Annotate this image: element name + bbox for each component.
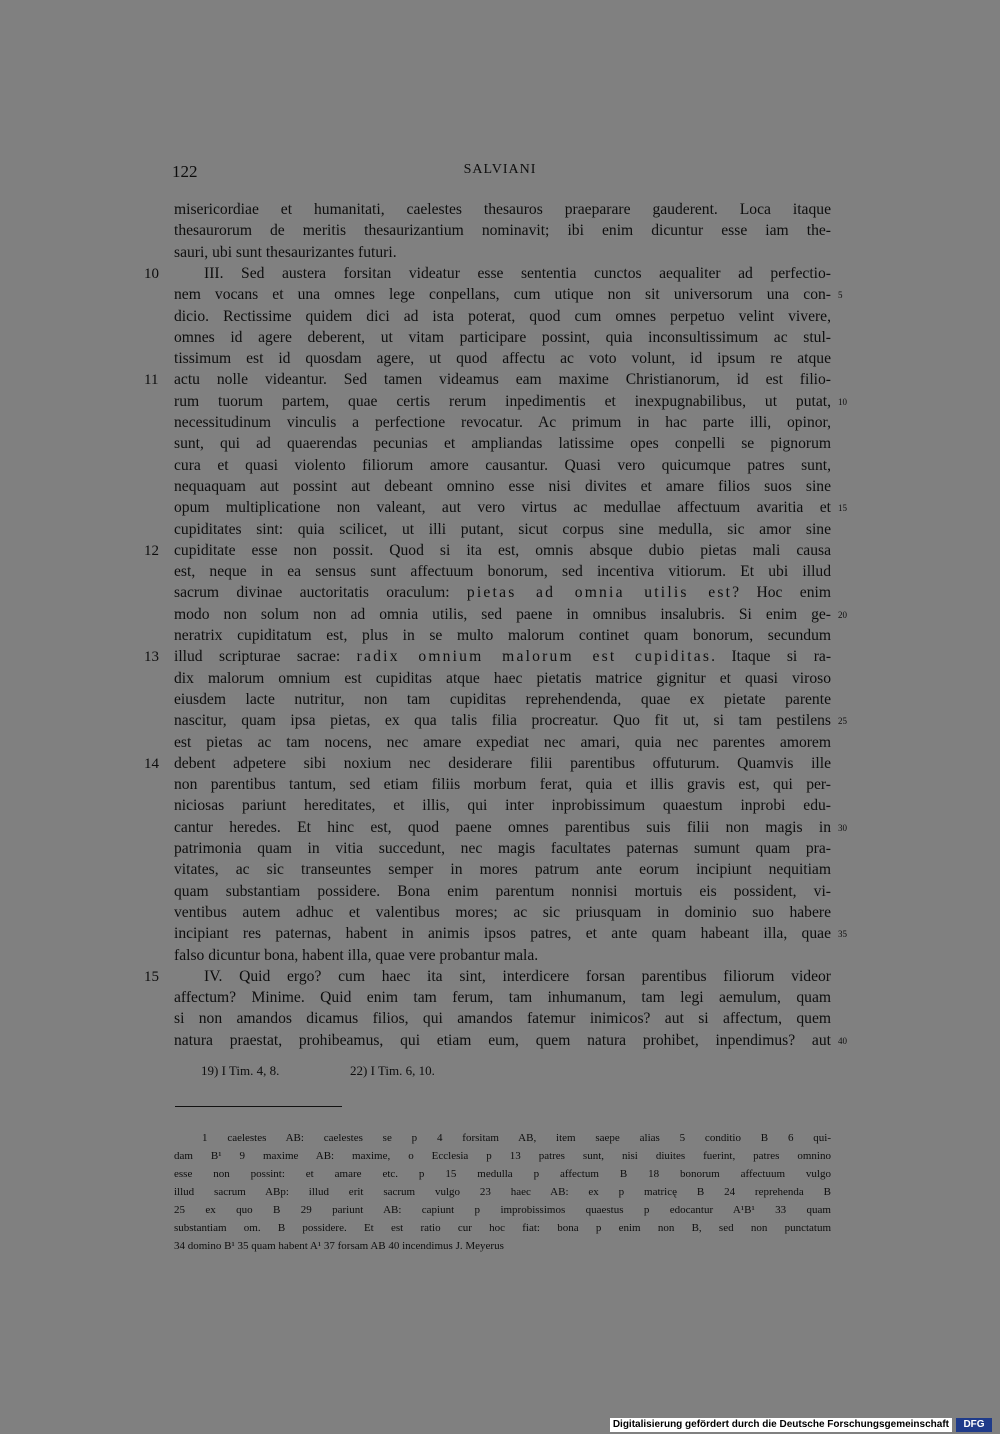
text-line: non parentibus tantum, sed etiam filiis morbum ferat, quia et illis gravis est, qui per-: [174, 776, 831, 794]
text-line: si non amandos dicamus filios, qui amandos fatemur inimicos? aut si affectum, quem: [174, 1010, 831, 1028]
spaced-quotation: pietas ad omnia utilis est: [466, 584, 733, 602]
text-line: sunt, qui ad quaerendas pecunias et ampliandas latissime opes conpelli se pignorum: [174, 435, 831, 453]
text-line: cantur heredes. Et hinc est, quod paene omnes parentibus suis filii non magis in: [174, 818, 831, 836]
footnote-rule: [175, 1106, 342, 1107]
text-line: cura et quasi violento filiorum amore causantur. Quasi vero quicumque patres sunt,: [174, 456, 831, 474]
line-number: 20: [838, 609, 847, 620]
text-line: actu nolle videantur. Sed tamen videamus eam maxime Christianorum, id est filio-: [174, 371, 831, 389]
text-line: nascitur, quam ipsa pietas, ex qua talis filia procreatur. Quo fit ut, si tam pestilens: [174, 712, 831, 730]
text-line: est, neque in ea sensus sunt affectuum bonorum, sed incentiva vitiorum. Et ubi illud: [174, 563, 831, 581]
apparatus-line: 1 caelestes AB: caelestes se p 4 forsitam AB, item saepe alias 5 conditio B 6 qui-: [202, 1132, 831, 1144]
text-line: necessitudinum vinculis a perfectione revocatur. Ac primum in hac parte illi, opinor,: [174, 414, 831, 431]
section-number: 10: [144, 265, 159, 282]
section-number: 12: [144, 542, 159, 559]
text-line: rum tuorum partem, quae certis rerum inpedimentis et inexpugnabilibus, ut putat,: [174, 392, 831, 410]
line-number: 40: [838, 1035, 847, 1046]
text-line: patrimonia quam in vitia succedunt, nec magis facultates paternas sumunt quam pra-: [174, 840, 831, 857]
text-line: illud scripturae sacrae: radix omnium malorum est cupiditas. Itaque si ra-: [174, 648, 831, 666]
line-number: 25: [838, 716, 847, 727]
text-line: cupiditate esse non possit. Quod si ita est, omnis absque dubio pietas mali causa: [174, 541, 831, 559]
text-line: sauri, ubi sunt thesaurizantes futuri.: [174, 243, 397, 261]
apparatus-line: 34 domino B¹ 35 quam habent A¹ 37 forsam AB 40 incendimus J. Meyerus: [174, 1240, 504, 1252]
text-line: III. Sed austera forsitan videatur esse sententia cunctos aequaliter ad perfectio-: [204, 264, 831, 282]
line-number: 15: [838, 503, 847, 514]
text-line: modo non solum non ad omnia utilis, sed paene in omnibus insalubris. Si enim ge-: [174, 605, 831, 623]
text-line: cupiditates sint: quia scilicet, ut illi putant, sicut corpus sine medulla, sic amor sine: [174, 520, 831, 538]
apparatus-line: substantiam om. B possidere. Et est ratio cur hoc fiat: bona p enim non B, sed non punctatum: [174, 1222, 831, 1234]
text-line: incipiant res paternas, habent in animis ipsos patres, et ante quam habeant illa, quae: [174, 925, 831, 943]
text-line: debent adpetere sibi noxium nec desiderare filii parentibus offuturum. Quamvis ille: [174, 754, 831, 772]
section-number: 15: [144, 968, 159, 985]
text-line: opum multiplicatione non valeant, aut vero virtus ac medullae affectuum avaritia et: [174, 499, 831, 517]
running-title: SALVIANI: [463, 162, 537, 177]
text-line: misericordiae et humanitati, caelestes thesauros praeparare gauderent. Loca itaque: [174, 201, 831, 218]
text-line: IV. Quid ergo? cum haec ita sint, interdicere forsan parentibus filiorum videor: [204, 967, 831, 985]
text-line: nequaquam aut possint aut debeant omnino esse nisi divites et amare filios suos sine: [174, 477, 831, 495]
text-line: omnes id agere deberent, ut vitam participare possint, quia inconsultissimum ac stul-: [174, 328, 831, 346]
line-number: 30: [838, 822, 847, 833]
text-line: dicio. Rectissime quidem dici ad ista poterat, quod cum omnes perpetuo velint vivere,: [174, 307, 831, 325]
citation-1: 19) I Tim. 4, 8.: [201, 1063, 280, 1078]
text-line: quam substantiam possidere. Bona enim parentum nonnisi mortuis eis possident, vi-: [174, 882, 831, 900]
section-number: 14: [144, 755, 159, 772]
dfg-logo: DFG: [956, 1418, 992, 1432]
text-line: natura praestat, prohibeamus, qui etiam eum, quem natura prohibet, inpendimus? aut: [174, 1031, 831, 1049]
line-number: 5: [838, 290, 843, 301]
text-line: dix malorum omnium est cupiditas atque haec pietatis matrice gignitur et quasi viroso: [174, 669, 831, 687]
text-line: tissimum est id quosdam agere, ut quod affectu ac voto volunt, id ipsum re atque: [174, 350, 831, 368]
text-line: ventibus autem adhuc et valentibus mores; ac sic priusquam in dominio suo habere: [174, 903, 831, 921]
text-line: sacrum divinae auctoritatis oraculum: pietas ad omnia utilis est? Hoc enim: [174, 584, 831, 602]
section-number: 11: [144, 372, 159, 389]
text-line: est pietas ac tam nocens, nec amare expediat nec amari, quia nec parentes amorem: [174, 733, 831, 751]
apparatus-line: 25 ex quo B 29 pariunt AB: capiunt p improbissimos quaestus p edocantur A¹B¹ 33 quam: [174, 1204, 831, 1216]
apparatus-line: esse non possint: et amare etc. p 15 medulla p affectum B 18 bonorum affectuum vulgo: [174, 1168, 831, 1180]
text-line: eiusdem lacte nutritur, non tam cupiditas reprehendenda, quae ex pietate parente: [174, 690, 831, 708]
text-line: niciosas pariunt hereditates, et illis, qui inter inprobissimum quaestum inprobi edu-: [174, 797, 831, 815]
text-line: vitates, ac sic transeuntes semper in mores patrum ante eorum incipiunt nequitiam: [174, 861, 831, 879]
funding-notice: Digitalisierung gefördert durch die Deutsche Forschungsgemeinschaft: [610, 1418, 952, 1432]
apparatus-line: dam B¹ 9 maxime AB: maxime, o Ecclesia p 13 patres sunt, nisi diuites fuerint, patres omnino: [174, 1150, 831, 1162]
line-number: 10: [838, 396, 847, 407]
section-number: 13: [144, 649, 159, 666]
page-number: 122: [172, 162, 198, 181]
citation-2: 22) I Tim. 6, 10.: [350, 1063, 435, 1078]
spaced-quotation: radix omnium malorum est cupiditas: [356, 648, 712, 666]
text-line: thesaurorum de meritis thesaurizantium nominavit; ibi enim dicuntur esse iam the-: [174, 222, 831, 240]
text-line: neratrix cupiditatum est, plus in se multo malorum continet quam bonorum, secundum: [174, 627, 831, 644]
text-line: falso dicuntur bona, habent illa, quae vere probantur mala.: [174, 946, 539, 964]
text-line: affectum? Minime. Quid enim tam ferum, tam inhumanum, tam legi aemulum, quam: [174, 989, 831, 1007]
apparatus-line: illud sacrum ABp: illud erit sacrum vulgo 23 haec AB: ex p matricę B 24 reprehenda B: [174, 1186, 831, 1198]
line-number: 35: [838, 929, 847, 940]
text-line: nem vocans et una omnes lege conpellans, cum utique non sit universorum una con-: [174, 286, 831, 304]
